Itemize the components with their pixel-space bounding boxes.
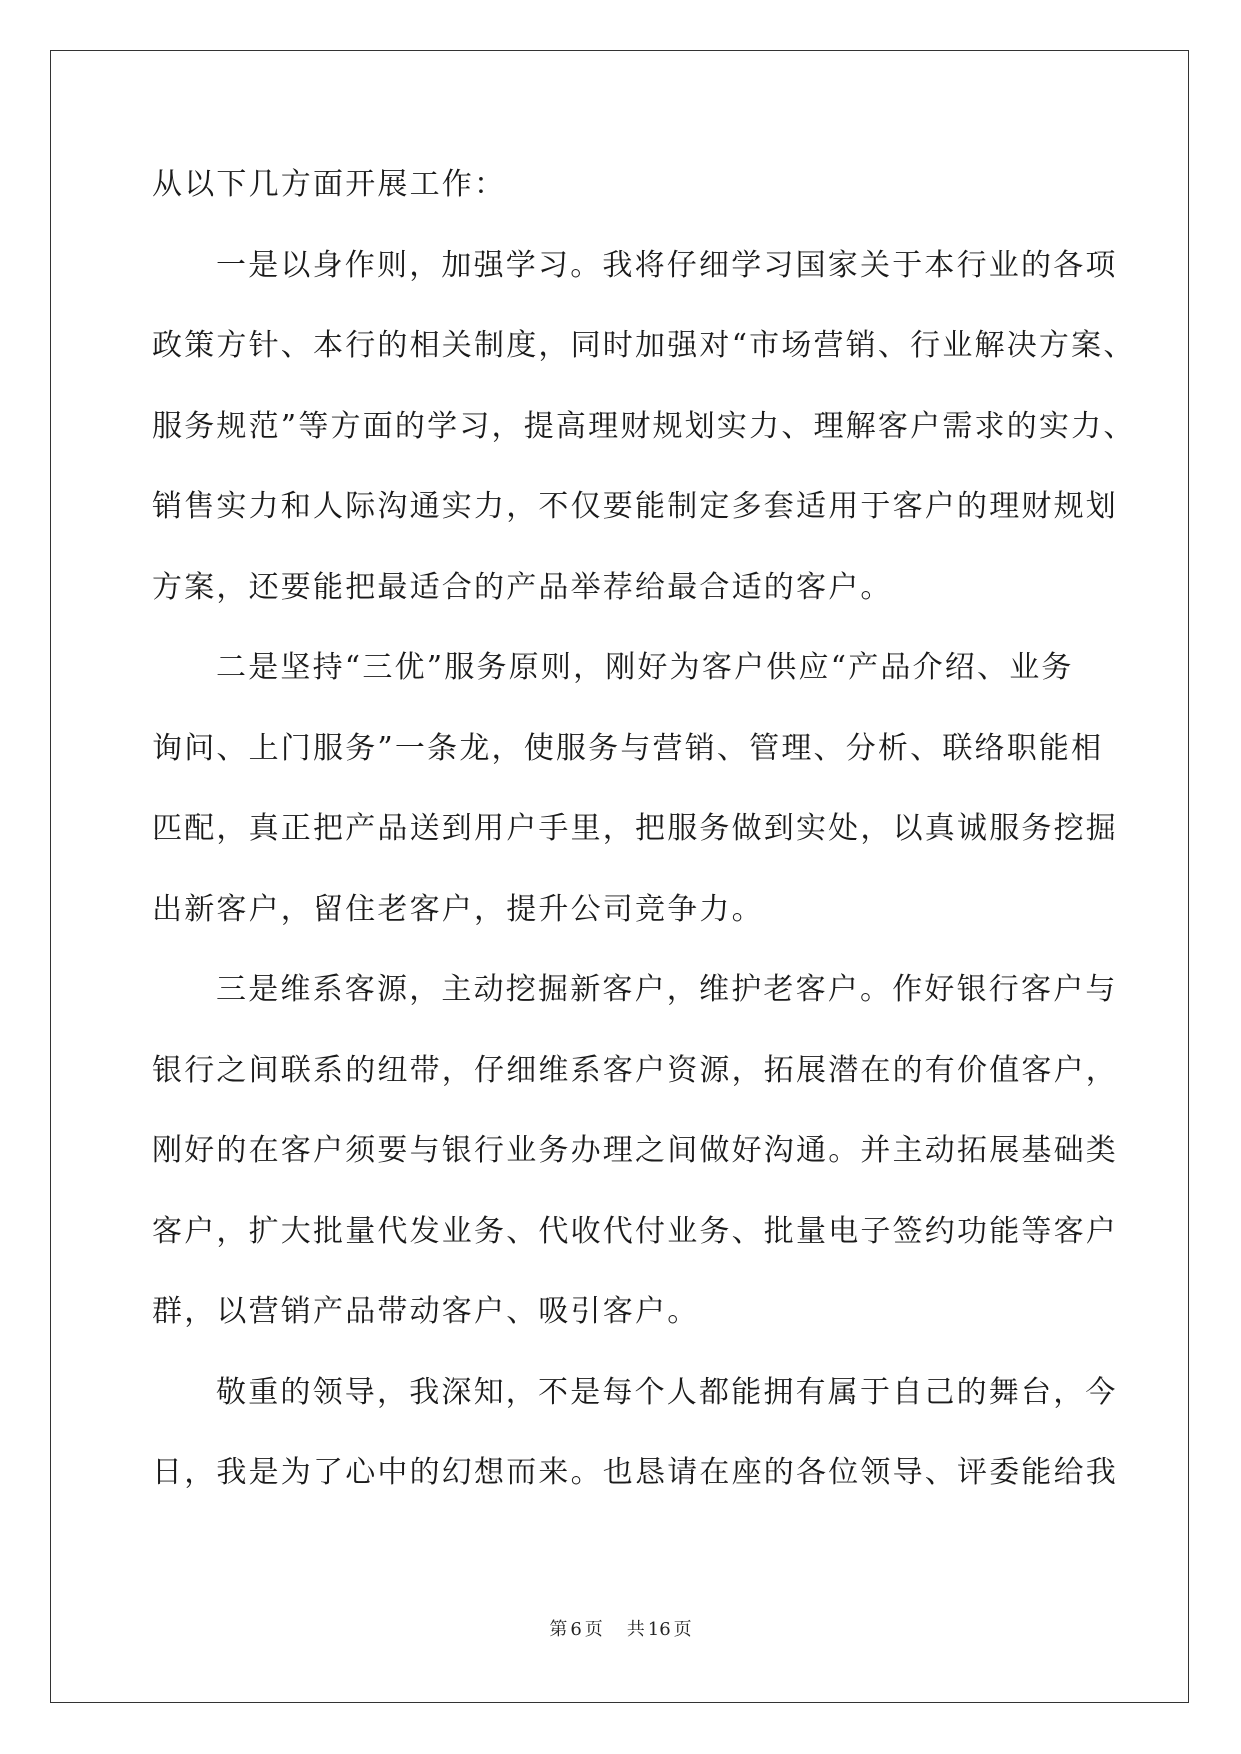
text-line: 方案，还要能把最适合的产品举荐给最合适的客户。 [152, 569, 893, 605]
text-line: 银行之间联系的纽带，仔细维系客户资源，拓展潜在的有价值客户， [152, 1052, 1118, 1088]
page-suffix: 页 [584, 1619, 603, 1640]
text-line: 日，我是为了心中的幻想而来。也恳请在座的各位领导、评委能给我 [152, 1455, 1118, 1490]
text-line: 政策方针、本行的相关制度，同时加强对“市场营销、行业解决方案、 [152, 328, 1136, 363]
text-line: 刚好的在客户须要与银行业务办理之间做好沟通。并主动拓展基础类 [152, 1133, 1118, 1168]
page-prefix: 第 [549, 1619, 568, 1640]
page-number: 6 [570, 1619, 582, 1640]
text-line: 服务规范”等方面的学习，提高理财规划实力、理解客户需求的实力、 [152, 408, 1136, 444]
text-line: 敬重的领导，我深知，不是每个人都能拥有属于自己的舞台，今 [216, 1374, 1118, 1410]
text-line: 询问、上门服务”一条龙，使服务与营销、管理、分析、联络职能相 [152, 730, 1104, 766]
total-pages: 16 [647, 1619, 671, 1640]
body-text [152, 165, 1136, 1534]
text-line: 从以下几方面开展工作： [152, 167, 507, 202]
text-line: 出新客户，留住老客户，提升公司竞争力。 [152, 891, 764, 927]
text-line: 三是维系客源，主动挖掘新客户，维护老客户。作好银行客户与 [216, 972, 1118, 1007]
text-line: 二是坚持“三优”服务原则，刚好为客户供应“产品介绍、业务 [216, 650, 1074, 685]
page-footer [0, 1618, 1241, 1642]
text-line: 销售实力和人际沟通实力，不仅要能制定多套适用于客户的理财规划 [152, 489, 1118, 524]
text-line: 一是以身作则，加强学习。我将仔细学习国家关于本行业的各项 [216, 247, 1118, 283]
text-line: 客户，扩大批量代发业务、代收代付业务、批量电子签约功能等客户 [152, 1213, 1118, 1249]
text-line: 群，以营销产品带动客户、吸引客户。 [152, 1294, 700, 1329]
total-prefix: 共 [626, 1619, 645, 1640]
text-line: 匹配，真正把产品送到用户手里，把服务做到实处，以真诚服务挖掘 [152, 811, 1118, 846]
total-suffix: 页 [673, 1619, 692, 1640]
